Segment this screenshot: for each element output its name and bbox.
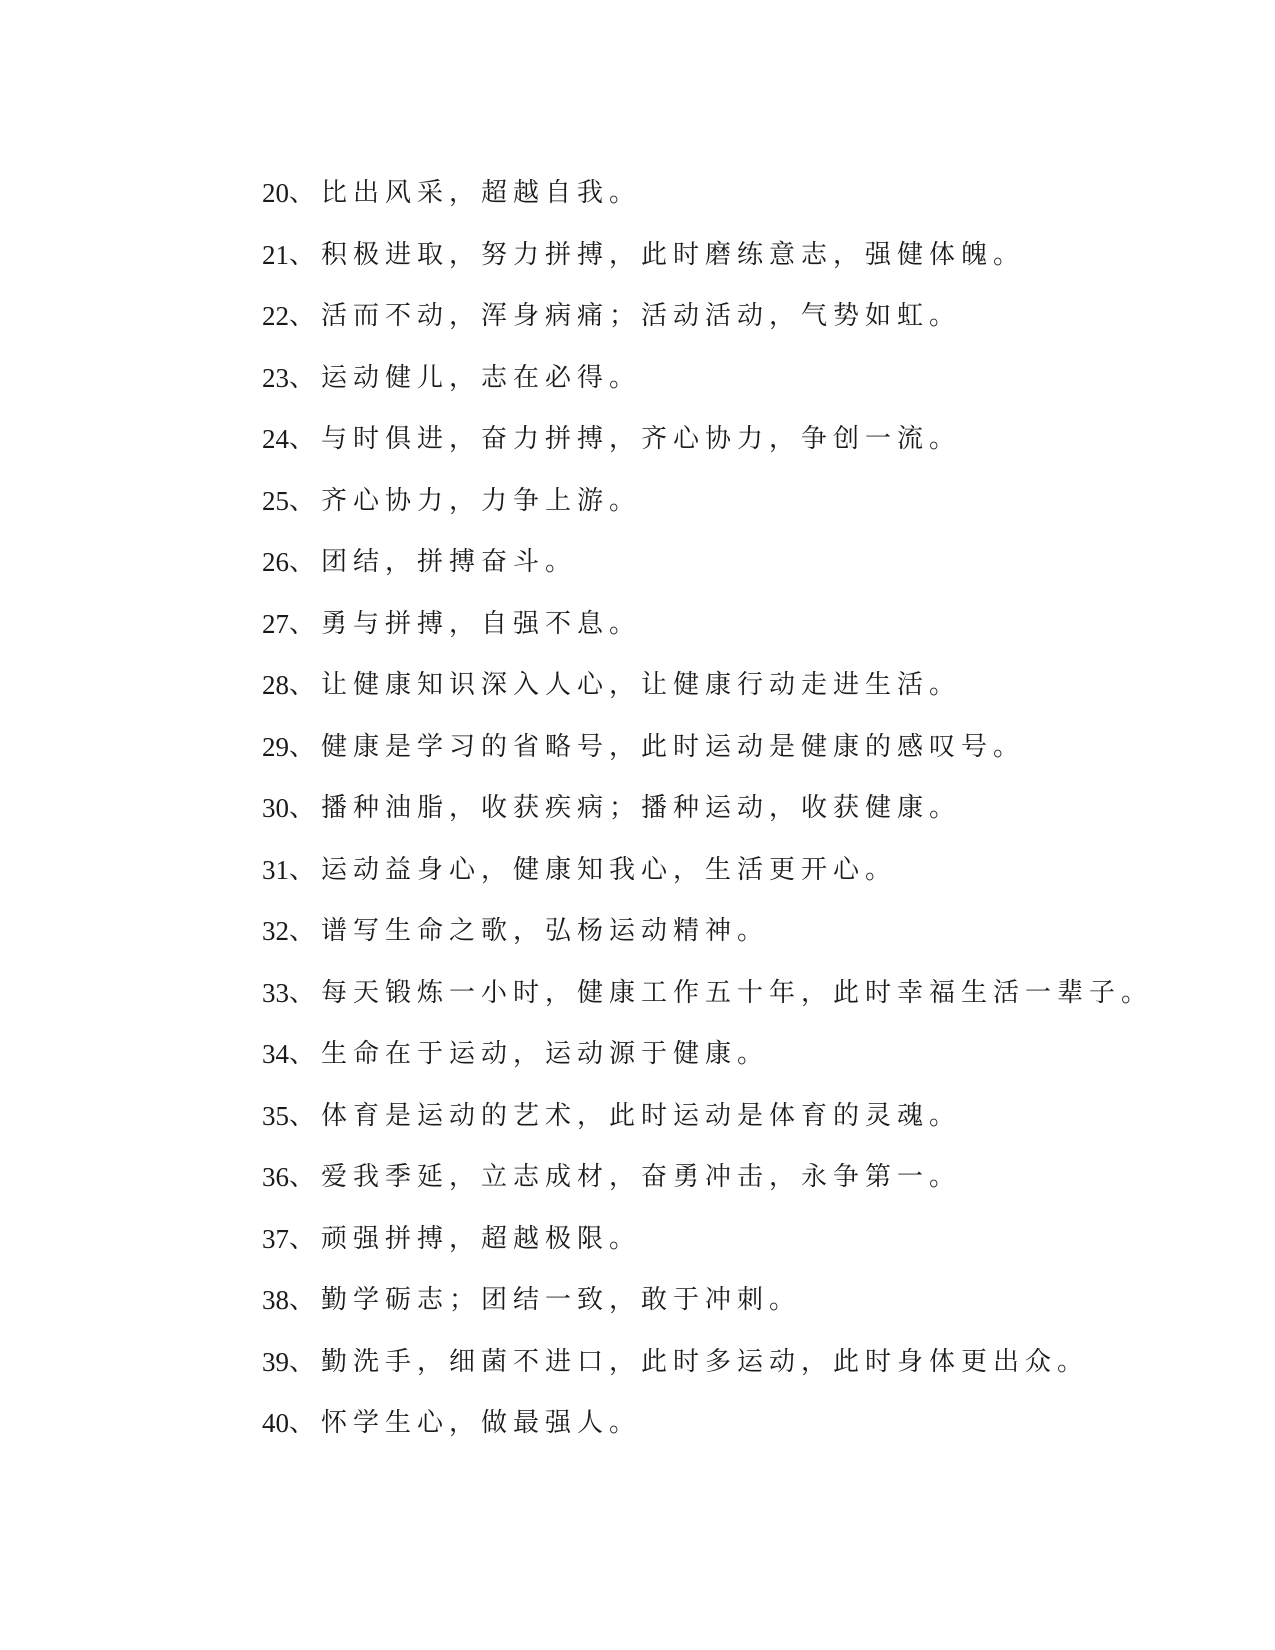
item-number: 23 (262, 362, 289, 393)
list-item (262, 1209, 1222, 1271)
item-separator: 、 (289, 178, 322, 208)
item-text: 团结，拼搏奋斗。 (321, 547, 578, 577)
list-item (262, 1270, 1222, 1332)
list-item (262, 1332, 1222, 1394)
item-text: 运动健儿，志在必得。 (321, 362, 642, 393)
item-number: 34 (262, 1039, 289, 1069)
item-number: 29 (262, 731, 289, 762)
item-text: 健康是学习的省略号，此时运动是健康的感叹号。 (321, 731, 1026, 762)
item-separator: 、 (289, 485, 322, 516)
item-number: 25 (262, 485, 289, 516)
item-separator: 、 (289, 854, 322, 885)
list-item (262, 901, 1222, 963)
list-item (262, 840, 1222, 902)
item-number: 20 (262, 178, 289, 208)
item-separator: 、 (289, 670, 322, 700)
item-separator: 、 (289, 1162, 322, 1192)
item-text: 勤洗手，细菌不进口，此时多运动，此时身体更出众。 (321, 1346, 1090, 1377)
item-text: 与时俱进，奋力拼搏，齐心协力，争创一流。 (321, 424, 962, 454)
item-separator: 、 (289, 1408, 322, 1438)
list-item (262, 717, 1222, 779)
item-text: 谱写生命之歌，弘杨运动精神。 (321, 916, 770, 946)
item-separator: 、 (289, 424, 322, 454)
item-number: 28 (262, 670, 289, 700)
item-number: 24 (262, 424, 289, 454)
item-number: 31 (262, 854, 289, 885)
list-item (262, 778, 1222, 840)
list-item (262, 286, 1222, 348)
item-text: 每天锻炼一小时，健康工作五十年，此时幸福生活一辈子。 (321, 977, 1154, 1008)
list-item (262, 532, 1222, 594)
list-item (262, 471, 1222, 533)
item-separator: 、 (289, 977, 322, 1008)
item-number: 32 (262, 916, 289, 946)
item-separator: 、 (289, 916, 322, 946)
item-separator: 、 (289, 1039, 322, 1069)
item-text: 比出风采，超越自我。 (321, 178, 642, 208)
list-item (262, 1024, 1222, 1086)
list-item (262, 594, 1222, 656)
item-separator: 、 (289, 608, 322, 639)
list-item (262, 225, 1222, 287)
item-number: 38 (262, 1285, 289, 1315)
item-separator: 、 (289, 1100, 322, 1131)
item-text: 勤学砺志；团结一致，敢于冲刺。 (321, 1285, 802, 1315)
item-number: 27 (262, 608, 289, 639)
list-item (262, 963, 1222, 1025)
item-separator: 、 (289, 362, 322, 393)
list-item (262, 1147, 1222, 1209)
item-text: 播种油脂，收获疾病；播种运动，收获健康。 (321, 793, 962, 823)
item-separator: 、 (289, 793, 322, 823)
list-item (262, 1393, 1222, 1455)
list-item (262, 348, 1222, 410)
item-text: 运动益身心，健康知我心，生活更开心。 (321, 854, 898, 885)
item-number: 21 (262, 239, 289, 270)
item-separator: 、 (289, 1285, 322, 1315)
list-item (262, 1086, 1222, 1148)
item-number: 33 (262, 977, 289, 1008)
item-number: 37 (262, 1223, 289, 1254)
item-text: 怀学生心，做最强人。 (321, 1408, 642, 1438)
item-number: 30 (262, 793, 289, 823)
item-number: 39 (262, 1346, 289, 1377)
item-separator: 、 (289, 1223, 322, 1254)
item-text: 活而不动，浑身病痛；活动活动，气势如虹。 (321, 301, 962, 331)
item-number: 40 (262, 1408, 289, 1438)
item-number: 35 (262, 1100, 289, 1131)
item-number: 36 (262, 1162, 289, 1192)
item-number: 26 (262, 547, 289, 577)
item-text: 齐心协力，力争上游。 (321, 485, 642, 516)
item-text: 让健康知识深入人心，让健康行动走进生活。 (321, 670, 962, 700)
list-item (262, 655, 1222, 717)
item-number: 22 (262, 301, 289, 331)
item-text: 爱我季延，立志成材，奋勇冲击，永争第一。 (321, 1162, 962, 1192)
item-separator: 、 (289, 239, 322, 270)
list-item (262, 409, 1222, 471)
item-text: 积极进取，努力拼搏，此时磨练意志，强健体魄。 (321, 239, 1026, 270)
item-separator: 、 (289, 547, 322, 577)
item-text: 生命在于运动，运动源于健康。 (321, 1039, 770, 1069)
item-text: 体育是运动的艺术，此时运动是体育的灵魂。 (321, 1100, 962, 1131)
item-separator: 、 (289, 301, 322, 331)
item-separator: 、 (289, 1346, 322, 1377)
slogan-list (262, 163, 1222, 1455)
item-text: 勇与拼搏，自强不息。 (321, 608, 642, 639)
item-text: 顽强拼搏，超越极限。 (321, 1223, 642, 1254)
item-separator: 、 (289, 731, 322, 762)
list-item (262, 163, 1222, 225)
